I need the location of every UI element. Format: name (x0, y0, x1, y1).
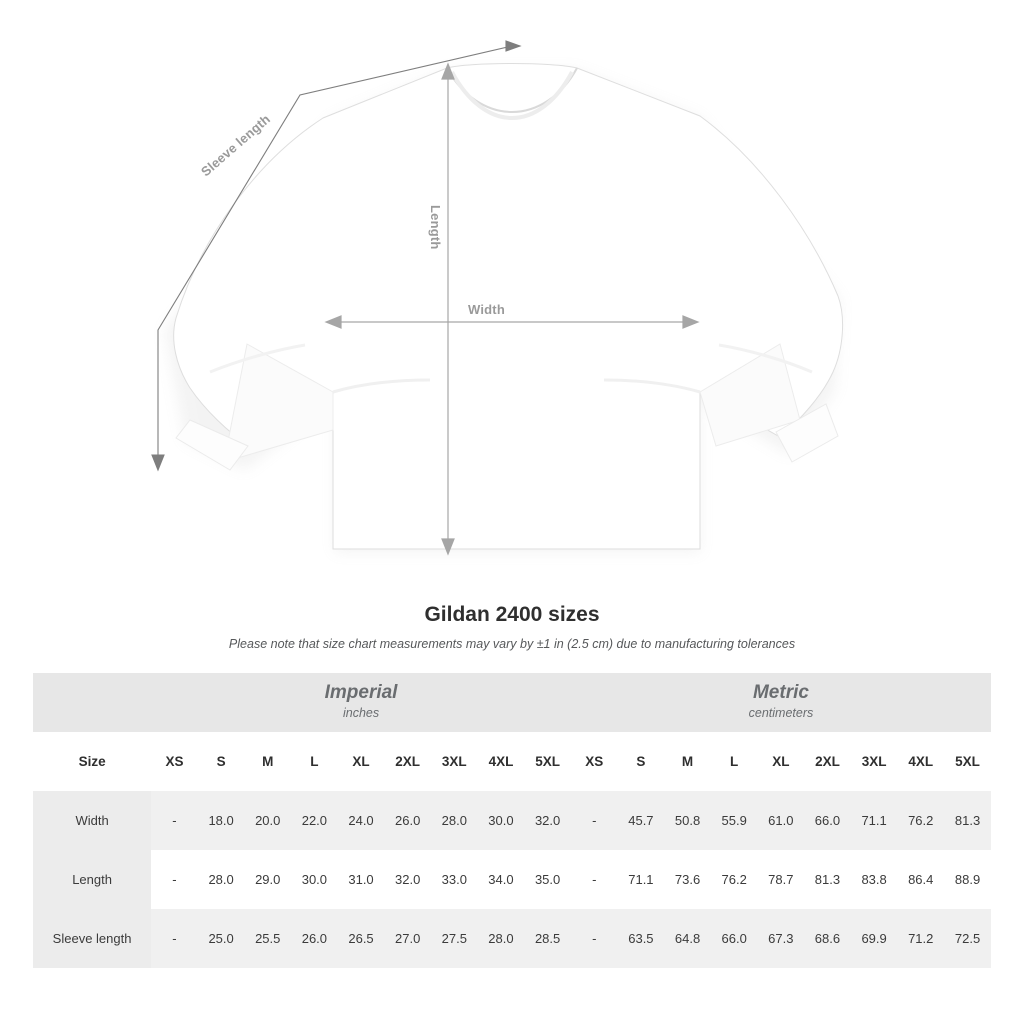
measurement-cell: 28.5 (524, 909, 571, 968)
size-table-wrapper (33, 673, 991, 968)
measurement-cell: 68.6 (804, 909, 851, 968)
size-header-cell: 4XL (897, 732, 944, 791)
measurement-cell: 88.9 (944, 850, 991, 909)
measurement-cell: 81.3 (944, 791, 991, 850)
measurement-cell: - (151, 850, 198, 909)
size-header-row (33, 732, 991, 791)
measurement-cell: 22.0 (291, 791, 338, 850)
measurement-cell: 32.0 (524, 791, 571, 850)
measurement-cell: 31.0 (338, 850, 385, 909)
measurement-cell: 83.8 (851, 850, 898, 909)
measurement-cell: 71.1 (851, 791, 898, 850)
size-header-cell: 5XL (524, 732, 571, 791)
size-header-cell: 4XL (478, 732, 525, 791)
measurement-cell: 18.0 (198, 791, 245, 850)
measurement-cell: 29.0 (244, 850, 291, 909)
length-dimension-label: Length (428, 205, 443, 250)
measurement-cell: - (151, 791, 198, 850)
size-header-cell: 3XL (851, 732, 898, 791)
unit-header-row (33, 673, 991, 732)
size-column-header: Size (33, 732, 151, 791)
measurement-cell: 30.0 (291, 850, 338, 909)
measurement-cell: 71.2 (897, 909, 944, 968)
measurement-cell: 55.9 (711, 791, 758, 850)
measurement-cell: - (571, 909, 618, 968)
measurement-cell: 76.2 (897, 791, 944, 850)
measurement-cell: 64.8 (664, 909, 711, 968)
size-header-cell: 2XL (804, 732, 851, 791)
page-title: Gildan 2400 sizes (424, 603, 600, 626)
measurement-cell: 71.1 (618, 850, 665, 909)
measurement-cell: 66.0 (711, 909, 758, 968)
measurement-cell: 25.5 (244, 909, 291, 968)
size-header-cell: XS (571, 732, 618, 791)
size-header-cell: 5XL (944, 732, 991, 791)
tolerance-note: Please note that size chart measurements may vary by ±1 in (2.5 cm) due to manufacturing tolerances (228, 637, 796, 651)
size-header-cell: L (291, 732, 338, 791)
measurement-cell: 73.6 (664, 850, 711, 909)
unit-group-subtitle: inches (342, 706, 380, 721)
measurement-cell: 66.0 (804, 791, 851, 850)
size-header-cell: M (244, 732, 291, 791)
measurement-cell: 28.0 (478, 909, 525, 968)
table-corner-cell (33, 673, 151, 732)
size-header-cell: S (198, 732, 245, 791)
measurement-cell: 28.0 (431, 791, 478, 850)
measurement-cell: 50.8 (664, 791, 711, 850)
size-header-cell: S (618, 732, 665, 791)
size-table (33, 673, 991, 968)
measurement-cell: 24.0 (338, 791, 385, 850)
table-row (33, 909, 991, 968)
size-header-cell: 3XL (431, 732, 478, 791)
measurement-cell: 26.0 (291, 909, 338, 968)
measurement-cell: 26.0 (384, 791, 431, 850)
measurement-cell: - (151, 909, 198, 968)
size-header-cell: L (711, 732, 758, 791)
table-row (33, 791, 991, 850)
measurement-cell: 28.0 (198, 850, 245, 909)
size-header-cell: XL (338, 732, 385, 791)
measurement-cell: 69.9 (851, 909, 898, 968)
size-header-cell: XL (758, 732, 805, 791)
measurement-cell: 45.7 (618, 791, 665, 850)
size-header-cell: M (664, 732, 711, 791)
measurement-cell: 33.0 (431, 850, 478, 909)
measurement-cell: 81.3 (804, 850, 851, 909)
measurement-cell: 27.0 (384, 909, 431, 968)
garment-body (174, 64, 843, 550)
measurement-row-label: Width (33, 791, 151, 850)
measurement-cell: 86.4 (897, 850, 944, 909)
table-row (33, 850, 991, 909)
size-header-cell: 2XL (384, 732, 431, 791)
size-header-cell: XS (151, 732, 198, 791)
unit-group-title: Imperial (324, 681, 398, 703)
measurement-cell: 72.5 (944, 909, 991, 968)
measurement-cell: 63.5 (618, 909, 665, 968)
measurement-cell: 30.0 (478, 791, 525, 850)
measurement-row-label: Sleeve length (33, 909, 151, 968)
sleeve-length-dimension-label: Sleeve length (198, 111, 274, 180)
measurement-cell: 25.0 (198, 909, 245, 968)
measurement-cell: 35.0 (524, 850, 571, 909)
unit-group-title: Metric (752, 681, 809, 703)
measurement-cell: 20.0 (244, 791, 291, 850)
unit-group-subtitle: centimeters (748, 706, 814, 721)
title-block (0, 603, 1024, 651)
measurement-row-label: Length (33, 850, 151, 909)
unit-group-header-imperial (151, 673, 571, 732)
measurement-cell: - (571, 791, 618, 850)
measurement-cell: 67.3 (758, 909, 805, 968)
width-dimension-label: Width (468, 302, 505, 317)
measurement-cell: 26.5 (338, 909, 385, 968)
measurement-cell: 34.0 (478, 850, 525, 909)
measurement-cell: 27.5 (431, 909, 478, 968)
measurement-cell: 32.0 (384, 850, 431, 909)
unit-group-header-metric (571, 673, 991, 732)
measurement-cell: - (571, 850, 618, 909)
measurement-cell: 76.2 (711, 850, 758, 909)
measurement-cell: 78.7 (758, 850, 805, 909)
measurement-cell: 61.0 (758, 791, 805, 850)
